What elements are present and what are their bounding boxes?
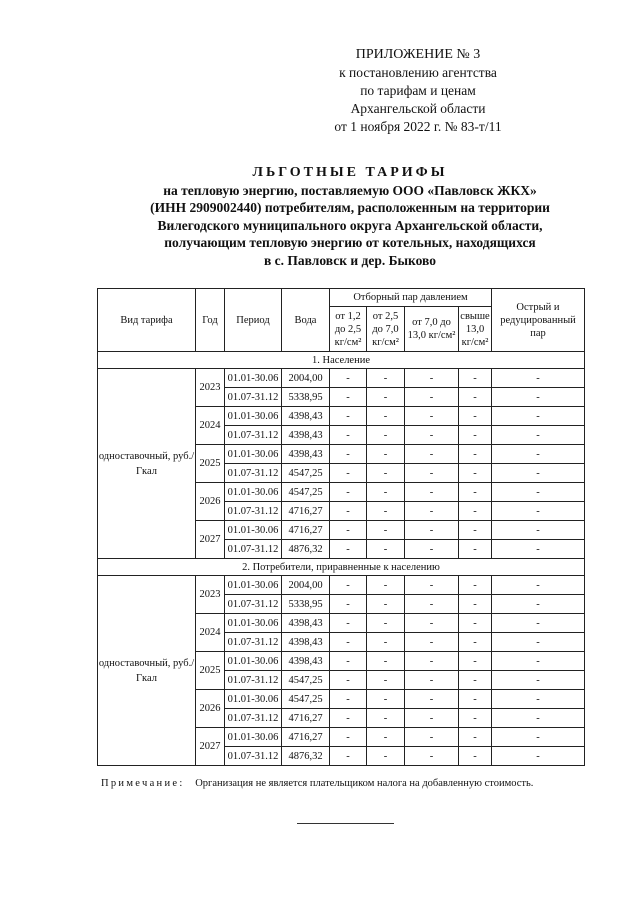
sharp-steam-cell: - [492,407,585,426]
header-tariff-type: Вид тарифа [98,289,196,352]
sharp-steam-cell: - [492,747,585,766]
sharp-steam-cell: - [492,426,585,445]
steam-4-cell: - [459,483,492,502]
steam-2-cell: - [367,464,405,483]
sharp-steam-cell: - [492,540,585,559]
subtitle-line: в с. Павловск и дер. Быково [263,252,437,268]
appendix-title: ПРИЛОЖЕНИЕ № 3 [355,47,481,62]
steam-4-cell: - [459,521,492,540]
steam-4-cell: - [459,595,492,614]
header-period: Период [225,289,282,352]
steam-3-cell: - [405,388,459,407]
steam-3-cell: - [405,652,459,671]
period-cell: 01.01-30.06 [225,445,282,464]
steam-1-cell: - [330,576,367,595]
period-cell: 01.07-31.12 [225,747,282,766]
section-title: 1. Население [98,352,585,369]
table-row [98,369,585,388]
steam-3-cell: - [405,576,459,595]
appendix-line: по тарифам и ценам [360,83,476,98]
steam-3-cell: - [405,633,459,652]
steam-2-cell: - [367,521,405,540]
sharp-steam-cell: - [492,445,585,464]
subtitle-line: Вилегодского муниципального округа Архангельской области, [157,217,543,233]
steam-3-cell: - [405,747,459,766]
steam-3-cell: - [405,369,459,388]
tariff-type-cell: одноставочный, руб./Гкал [98,576,196,766]
period-cell: 01.07-31.12 [225,502,282,521]
appendix-line: к постановлению агентства [339,65,497,80]
steam-4-cell: - [459,671,492,690]
steam-4-cell: - [459,747,492,766]
steam-1-cell: - [330,747,367,766]
water-tariff-cell: 4547,25 [282,483,330,502]
steam-1-cell: - [330,483,367,502]
sharp-steam-cell: - [492,576,585,595]
period-cell: 01.01-30.06 [225,407,282,426]
period-cell: 01.01-30.06 [225,576,282,595]
year-cell: 2024 [196,407,225,445]
steam-4-cell: - [459,540,492,559]
document-heading [100,164,600,269]
steam-1-cell: - [330,464,367,483]
sharp-steam-cell: - [492,652,585,671]
sharp-steam-cell: - [492,614,585,633]
steam-1-cell: - [330,595,367,614]
period-cell: 01.07-31.12 [225,633,282,652]
tariff-type-cell: одноставочный, руб./Гкал [98,369,196,559]
steam-4-cell: - [459,728,492,747]
year-cell: 2025 [196,445,225,483]
signature-line [297,823,394,824]
steam-4-cell: - [459,464,492,483]
steam-2-cell: - [367,633,405,652]
steam-2-cell: - [367,483,405,502]
water-tariff-cell: 2004,00 [282,369,330,388]
water-tariff-cell: 4398,43 [282,407,330,426]
water-tariff-cell: 4716,27 [282,728,330,747]
period-cell: 01.01-30.06 [225,614,282,633]
year-cell: 2027 [196,728,225,766]
note-label: Примечание: [101,778,185,789]
period-cell: 01.01-30.06 [225,369,282,388]
steam-4-cell: - [459,576,492,595]
steam-3-cell: - [405,671,459,690]
sharp-steam-cell: - [492,483,585,502]
header-water: Вода [282,289,330,352]
water-tariff-cell: 5338,95 [282,388,330,407]
steam-3-cell: - [405,483,459,502]
steam-1-cell: - [330,502,367,521]
year-cell: 2025 [196,652,225,690]
steam-4-cell: - [459,388,492,407]
steam-2-cell: - [367,388,405,407]
steam-3-cell: - [405,464,459,483]
water-tariff-cell: 4876,32 [282,540,330,559]
water-tariff-cell: 4398,43 [282,614,330,633]
steam-2-cell: - [367,540,405,559]
period-cell: 01.07-31.12 [225,464,282,483]
steam-2-cell: - [367,576,405,595]
header-steam-3: от 7,0 до 13,0 кг/см² [405,307,459,352]
steam-1-cell: - [330,369,367,388]
steam-4-cell: - [459,633,492,652]
sharp-steam-cell: - [492,502,585,521]
steam-2-cell: - [367,652,405,671]
sharp-steam-cell: - [492,521,585,540]
steam-3-cell: - [405,445,459,464]
water-tariff-cell: 4398,43 [282,633,330,652]
steam-4-cell: - [459,614,492,633]
table-body [98,352,585,766]
water-tariff-cell: 2004,00 [282,576,330,595]
steam-2-cell: - [367,502,405,521]
steam-3-cell: - [405,709,459,728]
steam-2-cell: - [367,614,405,633]
section-row [98,352,585,369]
sharp-steam-cell: - [492,633,585,652]
sharp-steam-cell: - [492,369,585,388]
period-cell: 01.01-30.06 [225,728,282,747]
water-tariff-cell: 5338,95 [282,595,330,614]
steam-2-cell: - [367,690,405,709]
year-cell: 2027 [196,521,225,559]
steam-3-cell: - [405,690,459,709]
year-cell: 2023 [196,576,225,614]
steam-2-cell: - [367,747,405,766]
water-tariff-cell: 4716,27 [282,709,330,728]
water-tariff-cell: 4547,25 [282,464,330,483]
appendix-line: от 1 ноября 2022 г. № 83-т/11 [334,119,502,134]
steam-1-cell: - [330,671,367,690]
period-cell: 01.07-31.12 [225,709,282,728]
header-steam-group: Отборный пар давлением [330,289,492,307]
steam-1-cell: - [330,652,367,671]
sharp-steam-cell: - [492,388,585,407]
section-row [98,559,585,576]
subtitle-line: на тепловую энергию, поставляемую ООО «Павловск ЖКХ» [163,182,537,198]
steam-3-cell: - [405,540,459,559]
period-cell: 01.01-30.06 [225,690,282,709]
note [101,778,533,789]
period-cell: 01.07-31.12 [225,540,282,559]
sharp-steam-cell: - [492,690,585,709]
period-cell: 01.07-31.12 [225,595,282,614]
steam-2-cell: - [367,595,405,614]
steam-3-cell: - [405,595,459,614]
water-tariff-cell: 4876,32 [282,747,330,766]
steam-4-cell: - [459,690,492,709]
steam-1-cell: - [330,407,367,426]
subtitle-line: получающим тепловую энергию от котельных, находящихся [164,235,536,250]
steam-3-cell: - [405,728,459,747]
steam-2-cell: - [367,369,405,388]
steam-3-cell: - [405,407,459,426]
steam-1-cell: - [330,426,367,445]
header-sharp-steam: Острый и редуцированный пар [492,289,585,352]
steam-1-cell: - [330,540,367,559]
water-tariff-cell: 4547,25 [282,671,330,690]
year-cell: 2026 [196,690,225,728]
year-cell: 2023 [196,369,225,407]
steam-3-cell: - [405,521,459,540]
steam-1-cell: - [330,728,367,747]
steam-2-cell: - [367,728,405,747]
steam-1-cell: - [330,614,367,633]
section-title: 2. Потребители, приравненные к населению [98,559,585,576]
tariff-table [97,288,585,766]
period-cell: 01.01-30.06 [225,483,282,502]
sharp-steam-cell: - [492,728,585,747]
steam-1-cell: - [330,388,367,407]
steam-4-cell: - [459,445,492,464]
steam-4-cell: - [459,502,492,521]
steam-1-cell: - [330,709,367,728]
steam-1-cell: - [330,633,367,652]
steam-4-cell: - [459,407,492,426]
steam-2-cell: - [367,426,405,445]
appendix-block [278,46,558,136]
page-title: ЛЬГОТНЫЕ ТАРИФЫ [252,165,448,180]
water-tariff-cell: 4716,27 [282,521,330,540]
period-cell: 01.07-31.12 [225,388,282,407]
period-cell: 01.01-30.06 [225,521,282,540]
subtitle-line: (ИНН 2909002440) потребителям, расположенным на территории [150,200,550,215]
water-tariff-cell: 4547,25 [282,690,330,709]
note-text: Организация не является плательщиком налога на добавленную стоимость. [195,778,534,789]
steam-2-cell: - [367,445,405,464]
steam-4-cell: - [459,652,492,671]
header-steam-4: свыше 13,0 кг/см² [459,307,492,352]
header-year: Год [196,289,225,352]
steam-1-cell: - [330,445,367,464]
period-cell: 01.07-31.12 [225,426,282,445]
steam-2-cell: - [367,709,405,728]
water-tariff-cell: 4398,43 [282,652,330,671]
year-cell: 2024 [196,614,225,652]
steam-4-cell: - [459,369,492,388]
period-cell: 01.01-30.06 [225,652,282,671]
sharp-steam-cell: - [492,709,585,728]
steam-4-cell: - [459,709,492,728]
steam-2-cell: - [367,671,405,690]
water-tariff-cell: 4716,27 [282,502,330,521]
sharp-steam-cell: - [492,464,585,483]
sharp-steam-cell: - [492,595,585,614]
header-steam-1: от 1,2 до 2,5 кг/см² [330,307,367,352]
steam-4-cell: - [459,426,492,445]
steam-3-cell: - [405,502,459,521]
steam-3-cell: - [405,614,459,633]
steam-1-cell: - [330,521,367,540]
appendix-line: Архангельской области [350,101,486,116]
water-tariff-cell: 4398,43 [282,426,330,445]
water-tariff-cell: 4398,43 [282,445,330,464]
year-cell: 2026 [196,483,225,521]
steam-2-cell: - [367,407,405,426]
steam-1-cell: - [330,690,367,709]
steam-3-cell: - [405,426,459,445]
header-steam-2: от 2,5 до 7,0 кг/см² [367,307,405,352]
table-row [98,576,585,595]
period-cell: 01.07-31.12 [225,671,282,690]
sharp-steam-cell: - [492,671,585,690]
